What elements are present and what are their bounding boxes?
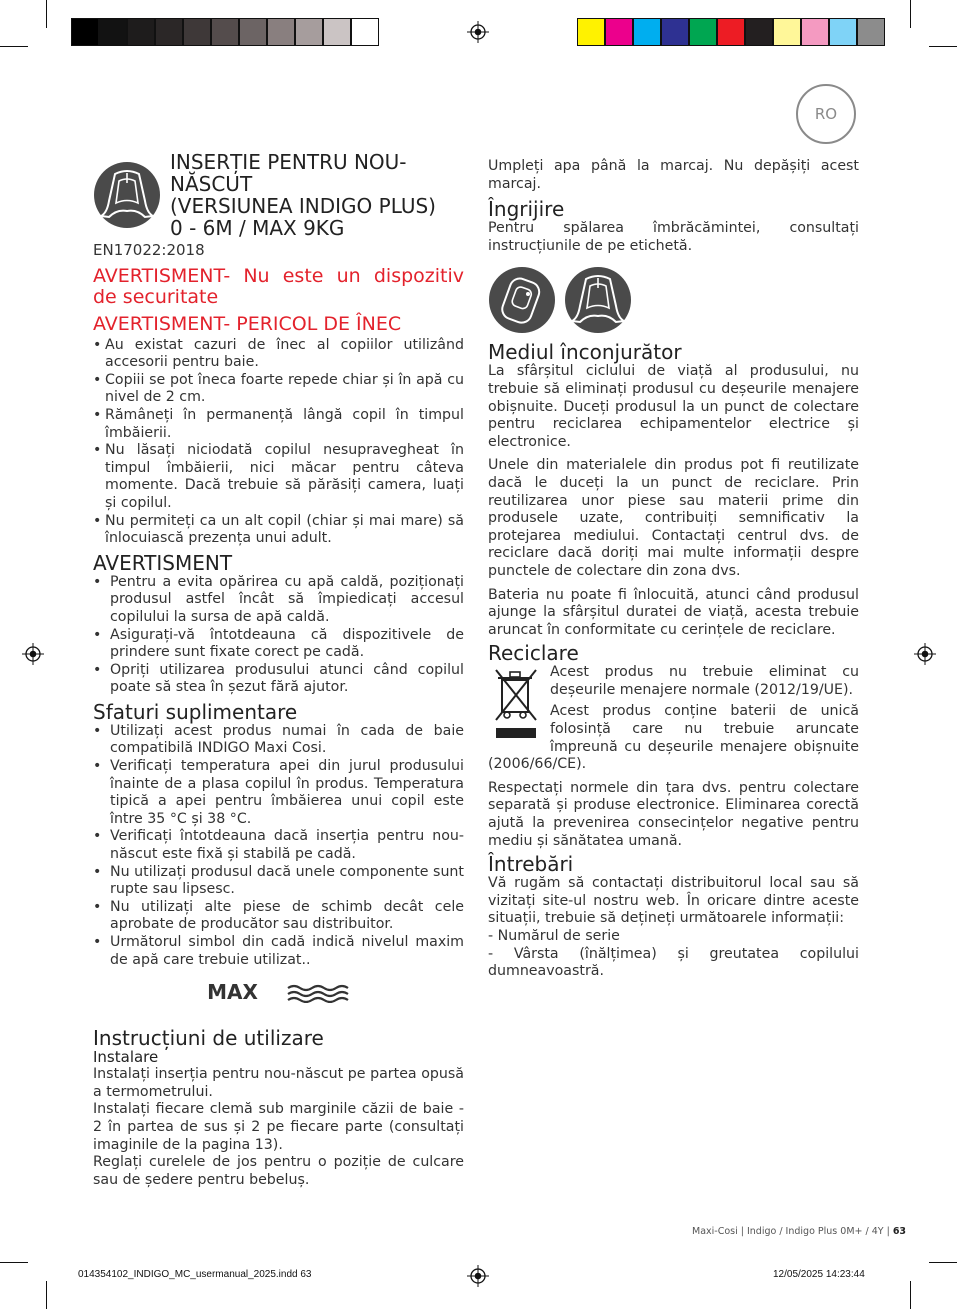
title-line: INSERȚIE PENTRU NOU-NĂSCUT bbox=[170, 150, 407, 196]
instructions-heading: Instrucțiuni de utilizare bbox=[93, 1026, 324, 1051]
questions-heading: Întrebări bbox=[488, 852, 574, 877]
fill-text: Umpleți apa până la marcaj. Nu depășiți acest marcaj. bbox=[488, 158, 859, 192]
color-swatch bbox=[267, 18, 295, 46]
list-item: • Nu utilizați produsul dacă unele componente sunt rupte sau lipsesc. bbox=[93, 864, 464, 899]
color-swatch bbox=[745, 18, 773, 46]
install-paragraph: Instalați fiecare clemă sub marginile căzii de baie - 2 în partea de sus și 2 pe fiecare parte (consultați imaginile de la pagina 13). bbox=[93, 1101, 464, 1153]
color-swatch bbox=[239, 18, 267, 46]
warning-heading: AVERTISMENT bbox=[93, 550, 233, 575]
color-swatch bbox=[801, 18, 829, 46]
questions-item: - Numărul de serie bbox=[488, 928, 620, 944]
newborn-insert-icon bbox=[564, 266, 632, 334]
list-item: • Verificați întotdeauna dacă inserția pentru nou-născut este fixă și stabilă pe cadă. bbox=[93, 828, 464, 863]
color-swatch bbox=[323, 18, 351, 46]
water-waves-icon bbox=[286, 983, 350, 1003]
color-swatch bbox=[689, 18, 717, 46]
standard-code: EN17022:2018 bbox=[93, 241, 205, 259]
warning-security: AVERTISMENT- Nu este un dispozitiv de securitate bbox=[93, 264, 464, 308]
list-item: • Nu utilizați alte piese de schimb decât cele aprobate de producător sau distribuitor. bbox=[93, 899, 464, 934]
environment-paragraph: Unele din materialele din produs pot fi reutilizate dacă le duceți la un punct de reciclare. Prin reutilizarea unor piese sau materii prime din produsele uzate, contribuiți semnificativ la protejarea mediului. Contactați centrul dvs. de reciclare dacă doriți mai multe informații despre punctele de colectare din zona dvs. bbox=[488, 457, 859, 579]
install-paragraph: Instalați inserția pentru nou-născut pe partea opusă a termometrului. bbox=[93, 1066, 464, 1100]
list-item: • Nu lăsați niciodată copilul nesupravegheat în timpul îmbăierii, nici măcar pentru câteva momente. Dacă trebuie să părăsiți camera, luați și copilul. bbox=[93, 442, 464, 512]
slug-date: 12/05/2025 14:23:44 bbox=[773, 1269, 865, 1280]
recycle-paragraph: Acest produs conține baterii de unică folosință care nu trebuie aruncate împreună cu deșeurile menajere obișnuite (2006/66/CE). bbox=[488, 703, 859, 773]
warning-drowning: AVERTISMENT- PERICOL DE ÎNEC bbox=[93, 312, 402, 335]
environment-heading: Mediul înconjurător bbox=[488, 340, 682, 365]
registration-mark-icon bbox=[467, 1265, 489, 1287]
list-item: • Verificați temperatura apei din jurul produsului înainte de a plasa copilul în produs. Temperatura tipică a apei pentru îmbăierea unui copil este între 35 °C și 38 °C. bbox=[93, 758, 464, 828]
list-item: • Utilizați acest produs numai în cada de baie compatibilă INDIGO Maxi Cosi. bbox=[93, 723, 464, 758]
environment-paragraph: La sfârșitul ciclului de viață al produsului, nu trebuie să eliminați produsul cu deșeurile menajere obișnuite. Duceți produsul la un punct de colectare pentru reciclarea echipamentelor electrice și electronice. bbox=[488, 363, 859, 450]
battery-unit-icon bbox=[488, 266, 556, 334]
color-swatch bbox=[155, 18, 183, 46]
color-swatch bbox=[633, 18, 661, 46]
recycle-heading: Reciclare bbox=[488, 641, 579, 666]
title-line: (VERSIUNEA INDIGO PLUS) bbox=[170, 194, 436, 218]
list-item: • Au existat cazuri de înec al copiilor utilizând accesorii pentru baie. bbox=[93, 337, 464, 372]
questions-paragraph: Vă rugăm să contactați distribuitorul local sau să vizitați site-ul nostru web. În oricare dintre aceste situații, trebuie să dețineți următoarele informații: bbox=[488, 875, 859, 927]
list-item: • Copiii se pot îneca foarte repede chiar și în apă cu nivel de 2 cm. bbox=[93, 372, 464, 407]
warning-list bbox=[93, 574, 464, 697]
list-item: • Pentru a evita opărirea cu apă caldă, poziționați produsul astfel încât să împiedicați accesul copilului la sursa de apă caldă. bbox=[93, 574, 464, 627]
page-number: 63 bbox=[892, 1226, 907, 1237]
install-heading: Instalare bbox=[93, 1048, 159, 1067]
title-line: 0 - 6M / MAX 9KG bbox=[170, 216, 345, 240]
color-swatch bbox=[857, 18, 885, 46]
max-level-symbol bbox=[93, 975, 464, 1011]
color-swatch bbox=[351, 18, 379, 46]
recycle-paragraph: Respectați normele din țara dvs. pentru colectare separată și produse electronice. Eliminarea corectă ajută la prevenirea consecințelor negative pentru mediu și sănătatea umană. bbox=[488, 779, 859, 849]
max-label: MAX bbox=[207, 980, 258, 1005]
drowning-list bbox=[93, 337, 464, 548]
care-icons bbox=[488, 266, 859, 334]
color-swatch bbox=[773, 18, 801, 46]
care-heading: Îngrijire bbox=[488, 197, 565, 222]
tips-heading: Sfaturi suplimentare bbox=[93, 699, 298, 724]
color-swatch bbox=[717, 18, 745, 46]
left-column bbox=[93, 150, 464, 1189]
page-title bbox=[170, 151, 464, 239]
page-footer bbox=[692, 1226, 906, 1237]
list-item: • Opriți utilizarea produsului atunci când copilul poate să stea în șezut fără ajutor. bbox=[93, 662, 464, 697]
environment-paragraph: Bateria nu poate fi înlocuită, atunci când produsul ajunge la sfârșitul duratei de viață, acesta trebuie aruncat în conformitate cu cerințele de reciclare. bbox=[488, 586, 859, 638]
title-block bbox=[93, 150, 464, 240]
recycle-block bbox=[488, 664, 859, 774]
color-swatch bbox=[211, 18, 239, 46]
color-swatch bbox=[127, 18, 155, 46]
registration-mark-icon bbox=[22, 643, 44, 665]
list-item: • Următorul simbol din cadă indică nivelul maxim de apă care trebuie utilizat.. bbox=[93, 934, 464, 969]
care-text: Pentru spălarea îmbrăcămintei, consultați instrucțiunile de pe etichetă. bbox=[488, 220, 859, 254]
newborn-insert-icon bbox=[93, 161, 161, 229]
list-item: • Nu permiteți ca un alt copil (chiar și mai mare) să înlocuiască prezența unui adult. bbox=[93, 513, 464, 548]
color-swatch bbox=[295, 18, 323, 46]
color-swatch bbox=[577, 18, 605, 46]
list-item: • Asigurați-vă întotdeauna că dispozitivele de prindere sunt fixate corect pe cadă. bbox=[93, 627, 464, 662]
color-swatch bbox=[661, 18, 689, 46]
color-swatch bbox=[183, 18, 211, 46]
footer-brand: Maxi-Cosi | Indigo / Indigo Plus 0M+ / 4Y | bbox=[692, 1226, 890, 1237]
slug-filename: 014354102_INDIGO_MC_usermanual_2025.indd 63 bbox=[78, 1269, 312, 1280]
color-swatch bbox=[71, 18, 99, 46]
crossed-bin-icon bbox=[492, 666, 540, 742]
right-column bbox=[488, 158, 859, 981]
language-badge: RO bbox=[796, 84, 856, 144]
color-swatch bbox=[605, 18, 633, 46]
color-swatch bbox=[99, 18, 127, 46]
install-paragraph: Reglați curelele de jos pentru o poziție de culcare sau de ședere pentru bebeluș. bbox=[93, 1154, 464, 1188]
color-swatch bbox=[829, 18, 857, 46]
list-item: • Rămâneți în permanență lângă copil în timpul îmbăierii. bbox=[93, 407, 464, 442]
registration-mark-icon bbox=[914, 643, 936, 665]
tips-list bbox=[93, 723, 464, 969]
recycle-paragraph: Acest produs nu trebuie eliminat cu deșeurile menajere normale (2012/19/UE). bbox=[550, 664, 859, 698]
registration-mark-icon bbox=[467, 21, 489, 43]
questions-item: - Vârsta (înălțimea) și greutatea copilului dumneavoastră. bbox=[488, 945, 859, 980]
